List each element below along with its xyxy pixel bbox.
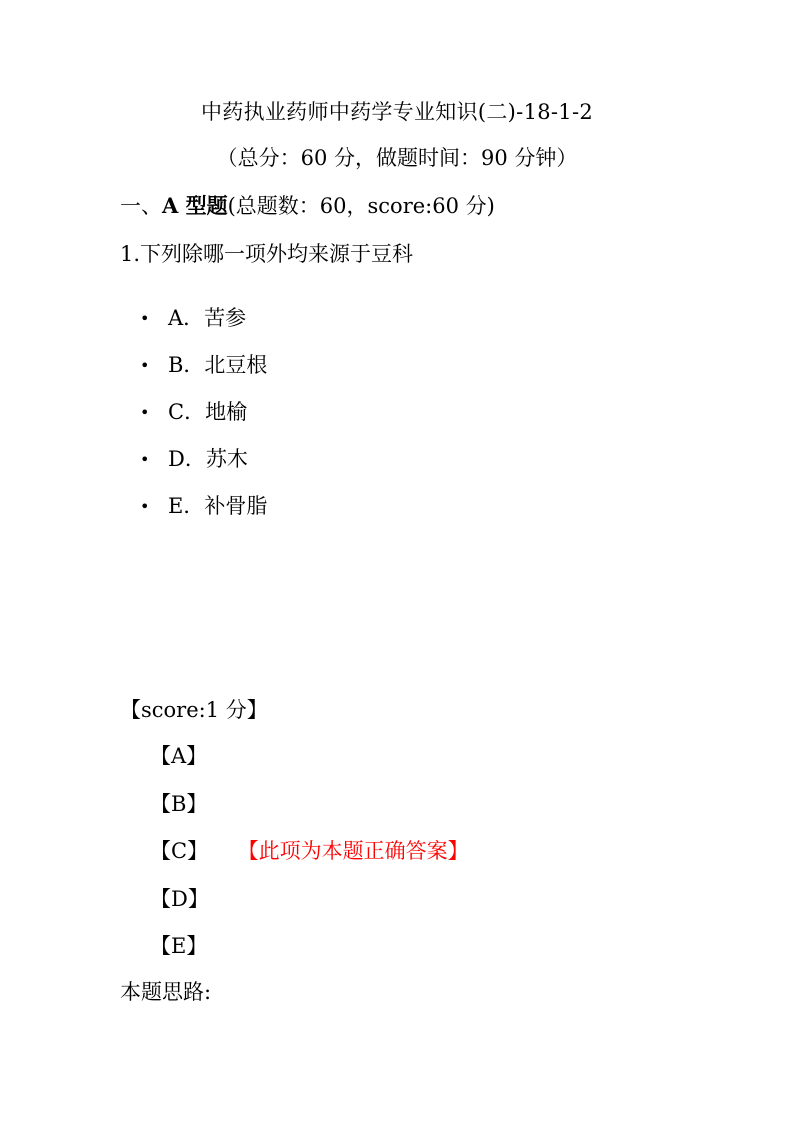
document-title: 中药执业药师中药学专业知识(二)-18-1-2 (200, 100, 593, 124)
option-label: A．苦参 (168, 306, 247, 330)
answer-list (150, 740, 469, 978)
section-name: A 型题 (162, 193, 228, 218)
bullet-icon: • (140, 403, 150, 422)
section-info: (总题数：60，score:60 分) (227, 194, 495, 218)
option-label: C．地榆 (168, 400, 248, 424)
question-score: 【score:1 分】 (120, 698, 268, 722)
answer-label: 【B】 (150, 791, 208, 816)
option-list (140, 302, 267, 537)
answer-label: 【E】 (150, 934, 208, 958)
correct-answer-note: 【此项为本题正确答案】 (248, 839, 469, 863)
section-heading (120, 190, 495, 222)
bullet-icon: • (140, 497, 150, 516)
answer-row (150, 788, 469, 836)
option-item (140, 490, 267, 537)
option-item (140, 349, 267, 396)
option-item (140, 443, 267, 490)
bullet-icon: • (140, 309, 150, 328)
option-label: D．苏木 (168, 447, 248, 471)
answer-label: 【C】 (150, 839, 209, 863)
answer-row (150, 883, 469, 931)
answer-label: 【D】 (150, 886, 209, 911)
answer-row (150, 930, 469, 978)
document-subtitle: （总分：60 分，做题时间：90 分钟） (216, 146, 578, 170)
answer-row (150, 740, 469, 788)
answer-label: 【A】 (150, 744, 208, 768)
bullet-icon: • (140, 450, 150, 469)
explanation-label: 本题思路: (120, 980, 212, 1004)
option-label: B．北豆根 (168, 353, 268, 377)
answer-row (150, 835, 469, 883)
option-item (140, 302, 267, 349)
section-prefix: 一、 (120, 194, 162, 218)
question-text: 1.下列除哪一项外均来源于豆科 (120, 242, 414, 266)
option-item (140, 396, 267, 443)
option-label: E．补骨脂 (168, 494, 268, 518)
bullet-icon: • (140, 356, 150, 375)
